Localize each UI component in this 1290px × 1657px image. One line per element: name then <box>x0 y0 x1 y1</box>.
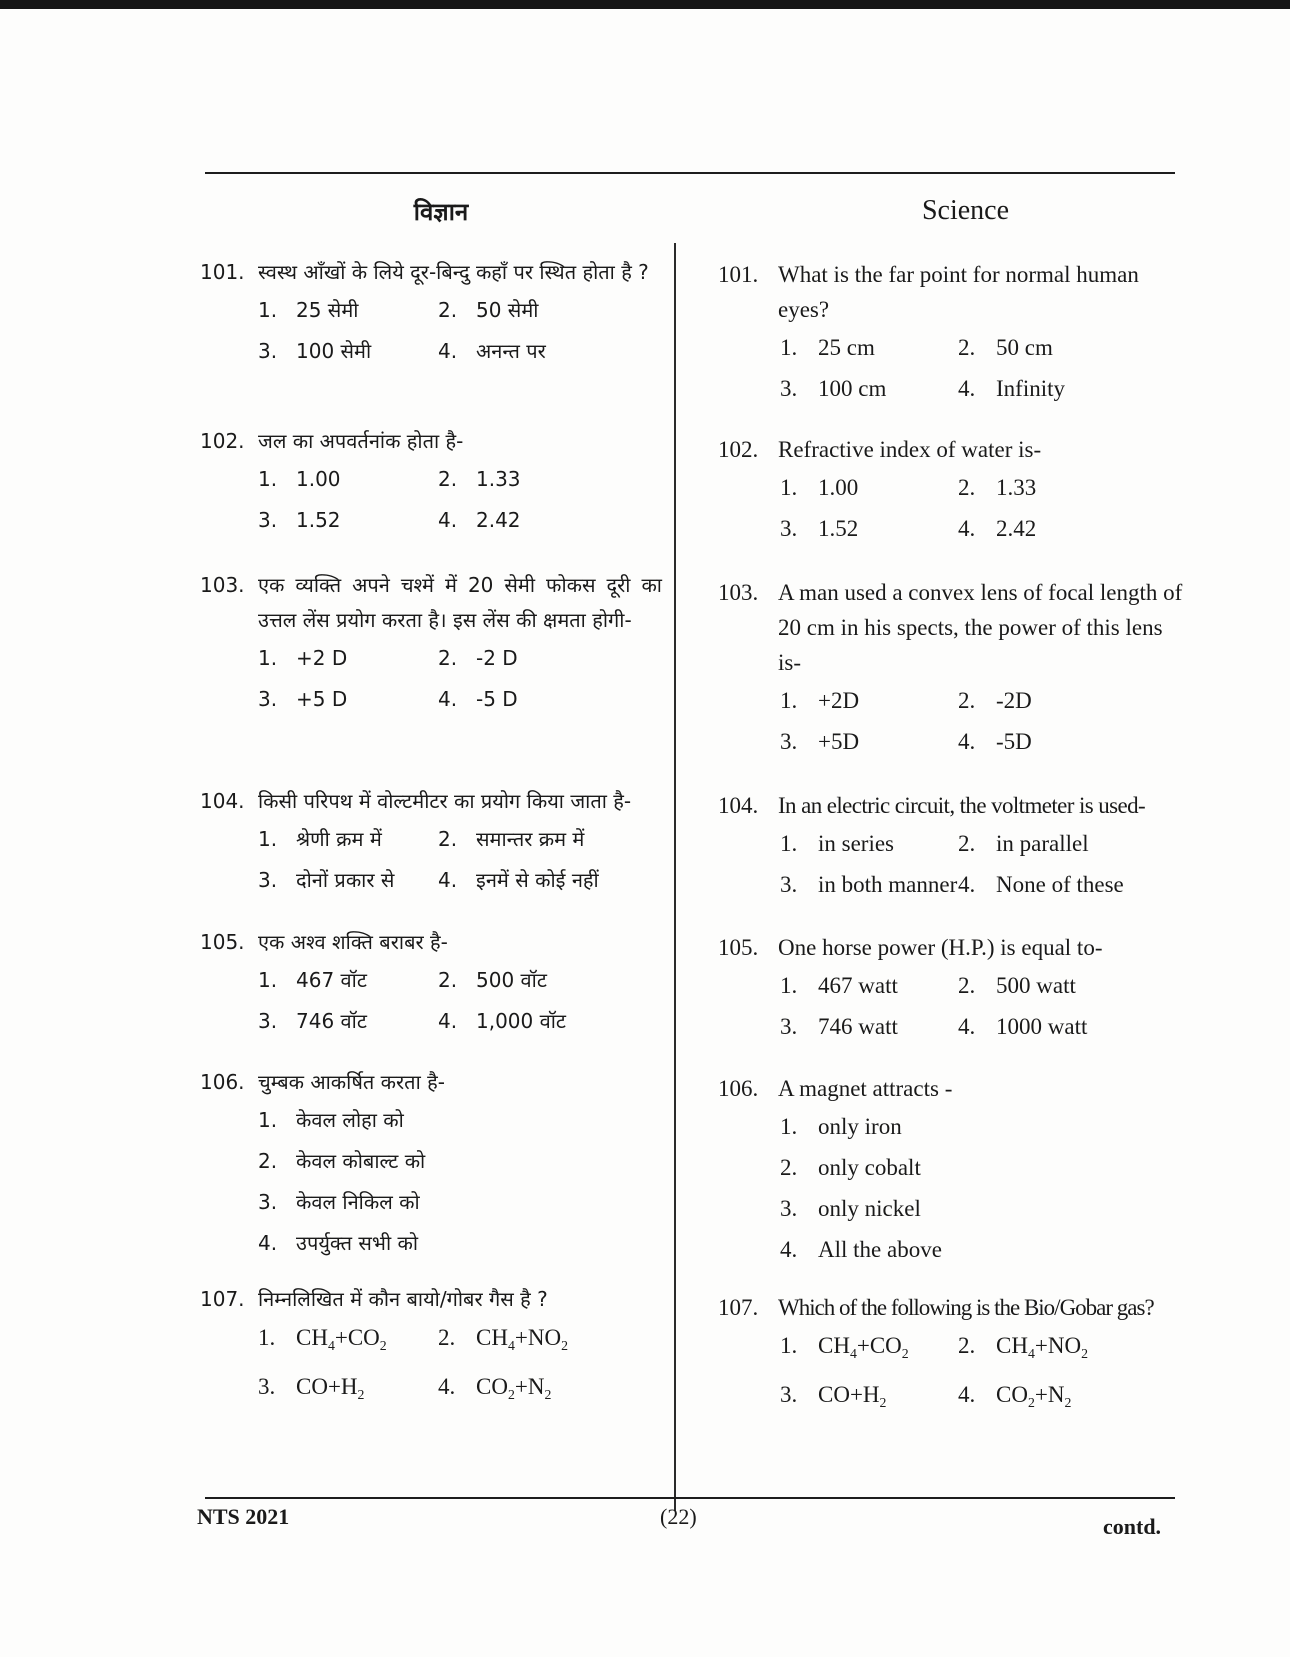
options <box>780 823 1183 905</box>
english-question-107 <box>718 1290 1183 1423</box>
option-1: 1. $CH_4+CO_2$ <box>780 1333 909 1361</box>
options <box>258 819 662 901</box>
hindi-section-title: विज्ञान <box>413 197 469 226</box>
english-question-102 <box>718 432 1183 549</box>
question-text: A man used a convex lens of focal length of 20 cm in his spects, the power of this lens is- <box>778 580 1183 675</box>
option-2: 2. 1.33 <box>958 475 1037 500</box>
question-number: 105. <box>200 930 245 954</box>
footer-rule <box>205 1497 1175 1499</box>
option-3: 3. +5 D <box>258 687 348 711</box>
option-1: 1. 1.00 <box>258 467 341 491</box>
question-number: 107. <box>718 1295 759 1320</box>
option-2: 2. $CH_4+NO_2$ <box>958 1333 1088 1361</box>
question-number: 101. <box>718 262 759 287</box>
page-top-border <box>0 0 1290 9</box>
question-number: 101. <box>200 260 245 284</box>
option-1: 1. 25 सेमी <box>258 298 359 322</box>
option-2: 2. in parallel <box>958 831 1089 856</box>
options <box>780 1106 1183 1270</box>
hindi-column <box>200 195 662 1402</box>
option-3: 3. 100 सेमी <box>258 339 372 363</box>
english-question-103 <box>718 575 1183 762</box>
hindi-question-103 <box>200 568 662 720</box>
options <box>780 680 1183 762</box>
footer-exam-name: NTS 2021 <box>197 1504 290 1529</box>
question-number: 106. <box>718 1076 759 1101</box>
header-rule <box>205 172 1175 174</box>
option-1: 1. in series <box>780 831 895 856</box>
hindi-question-107 <box>200 1282 662 1415</box>
column-divider <box>674 243 676 1511</box>
option-4: 4. -5 D <box>438 687 518 711</box>
option-2: 2. only cobalt <box>780 1155 921 1180</box>
question-text: One horse power (H.P.) is equal to- <box>778 935 1103 960</box>
question-text: A magnet attracts - <box>778 1076 953 1101</box>
option-3: 3. 746 वॉट <box>258 1009 367 1033</box>
option-4: 4. इनमें से कोई नहीं <box>438 868 599 892</box>
question-text: एक व्यक्ति अपने चश्में में 20 सेमी फोकस दूरी का उत्तल लेंस प्रयोग करता है। इस लेंस की क्षमता होगी- <box>258 573 662 632</box>
option-2: 2. केवल कोबाल्ट को <box>258 1149 426 1173</box>
english-question-105 <box>718 930 1183 1047</box>
question-text: निम्नलिखित में कौन बायो/गोबर गैस है ? <box>258 1287 548 1311</box>
option-2: 2. 50 सेमी <box>438 298 539 322</box>
option-4: 4. All the above <box>780 1237 942 1262</box>
hindi-question-105 <box>200 925 662 1042</box>
question-text: स्वस्थ आँखों के लिये दूर-बिन्दु कहाँ पर स्थित होता है ? <box>258 260 649 284</box>
option-3: 3. $CO+H_2$ <box>258 1373 365 1402</box>
option-1: 1. +2 D <box>258 646 348 670</box>
option-1: 1. 1.00 <box>780 475 859 500</box>
option-3: 3. in both manner <box>780 872 958 897</box>
option-4: 4. 2.42 <box>958 516 1037 541</box>
question-text: चुम्बक आकर्षित करता है- <box>258 1070 445 1094</box>
option-3: 3. $CO+H_2$ <box>780 1381 887 1410</box>
option-3: 3. only nickel <box>780 1196 921 1221</box>
english-question-101 <box>718 257 1183 409</box>
question-text: In an electric circuit, the voltmeter is used- <box>778 793 1146 818</box>
question-number: 106. <box>200 1070 245 1094</box>
question-number: 102. <box>200 429 245 453</box>
option-4: 4. -5D <box>958 729 1032 754</box>
hindi-question-102 <box>200 424 662 541</box>
option-3: 3. 1.52 <box>258 508 341 532</box>
english-question-106 <box>718 1071 1183 1270</box>
option-3: 3. 100 cm <box>780 376 887 401</box>
option-4: 4. $CO_2+N_2$ <box>958 1381 1072 1410</box>
option-1: 1. $CH_4+CO_2$ <box>258 1325 387 1353</box>
option-1: 1. केवल लोहा को <box>258 1108 404 1132</box>
question-text: Which of the following is the Bio/Gobar gas? <box>778 1295 1154 1320</box>
option-4: 4. 1,000 वॉट <box>438 1009 566 1033</box>
option-1: 1. only iron <box>780 1114 902 1139</box>
question-number: 105. <box>718 935 759 960</box>
option-2: 2. 50 cm <box>958 335 1053 360</box>
options <box>780 965 1183 1047</box>
question-number: 107. <box>200 1287 245 1311</box>
hindi-question-101 <box>200 255 662 372</box>
english-column <box>718 195 1183 1410</box>
option-2: 2. -2 D <box>438 646 518 670</box>
options <box>258 290 662 372</box>
option-2: 2. 500 watt <box>958 973 1076 998</box>
option-1: 1. 467 वॉट <box>258 968 367 992</box>
option-4: 4. $CO_2+N_2$ <box>438 1373 552 1402</box>
options <box>258 1317 662 1415</box>
question-text: What is the far point for normal human eyes? <box>778 262 1139 322</box>
option-2: 2. $CH_4+NO_2$ <box>438 1325 568 1353</box>
footer-continued: contd. <box>1103 1514 1162 1539</box>
hindi-question-104 <box>200 784 662 901</box>
option-4: 4. 1000 watt <box>958 1014 1088 1039</box>
option-1: 1. +2D <box>780 688 860 713</box>
options <box>258 638 662 720</box>
options <box>258 1100 662 1264</box>
english-section-title: Science <box>921 195 1010 226</box>
option-4: 4. Infinity <box>958 376 1065 401</box>
options <box>780 1325 1183 1423</box>
options <box>780 467 1183 549</box>
option-2: 2. समान्तर क्रम में <box>438 827 585 851</box>
option-4: 4. अनन्त पर <box>438 339 546 363</box>
option-3: 3. 746 watt <box>780 1014 898 1039</box>
option-1: 1. श्रेणी क्रम में <box>258 827 382 851</box>
option-2: 2. 1.33 <box>438 467 521 491</box>
option-3: 3. +5D <box>780 729 860 754</box>
option-2: 2. -2D <box>958 688 1032 713</box>
question-text: Refractive index of water is- <box>778 437 1042 462</box>
option-3: 3. केवल निकिल को <box>258 1190 420 1214</box>
english-question-104 <box>718 788 1183 905</box>
question-text: जल का अपवर्तनांक होता है- <box>258 429 464 453</box>
question-text: किसी परिपथ में वोल्टमीटर का प्रयोग किया जाता है- <box>258 789 632 813</box>
page-number: (22) <box>660 1504 697 1529</box>
options <box>258 960 662 1042</box>
question-number: 104. <box>718 793 759 818</box>
options <box>258 459 662 541</box>
option-4: 4. 2.42 <box>438 508 521 532</box>
hindi-question-106 <box>200 1065 662 1264</box>
question-number: 103. <box>200 573 245 597</box>
question-number: 102. <box>718 437 759 462</box>
option-2: 2. 500 वॉट <box>438 968 547 992</box>
option-1: 1. 25 cm <box>780 335 875 360</box>
option-4: 4. None of these <box>958 872 1124 897</box>
option-3: 3. 1.52 <box>780 516 859 541</box>
question-number: 104. <box>200 789 245 813</box>
option-1: 1. 467 watt <box>780 973 898 998</box>
options <box>780 327 1183 409</box>
option-4: 4. उपर्युक्त सभी को <box>258 1231 419 1255</box>
question-text: एक अश्व शक्ति बराबर है- <box>258 930 448 954</box>
question-number: 103. <box>718 580 759 605</box>
option-3: 3. दोनों प्रकार से <box>258 868 395 892</box>
